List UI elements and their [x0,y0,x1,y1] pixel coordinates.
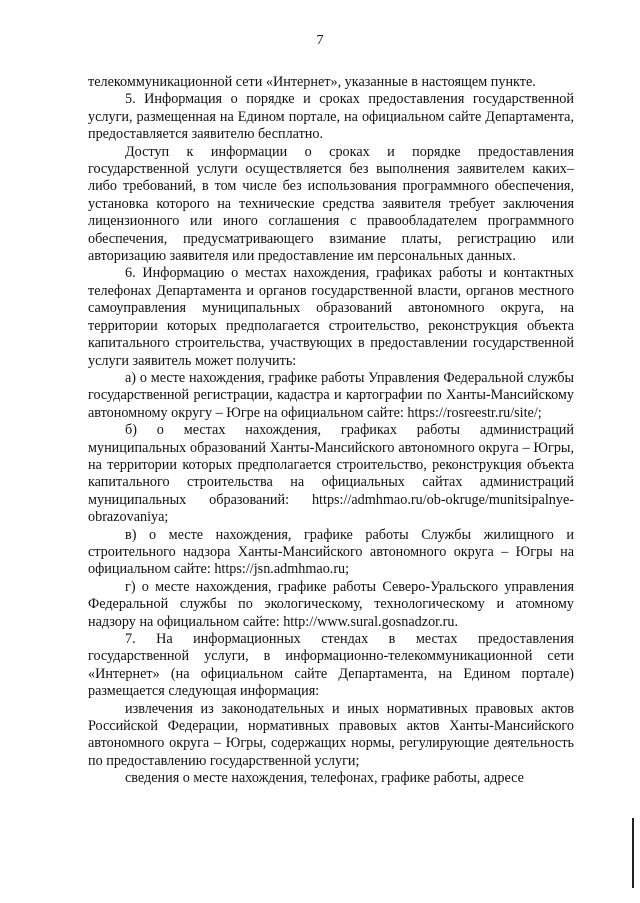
paragraph-item-7: 7. На информационных стендах в местах предоставления государственной услуги, в информационно-телекоммуникационной сети «Интернет» (на официальном сайте Департамента, на Едином портале) размещается следующая информация: [88,631,574,700]
scan-edge-mark [632,818,634,888]
paragraph-item-5: 5. Информация о порядке и сроках предоставления государственной услуги, размещенная на Едином портале, на официальном сайте Департамента, предоставляется заявителю бесплатно. [88,91,574,143]
document-body [88,74,574,788]
paragraph-continuation: телекоммуникационной сети «Интернет», указанные в настоящем пункте. [88,74,536,90]
paragraph-item-6v: в) о месте нахождения, графике работы Службы жилищного и строительного надзора Ханты-Мансийского автономного округа – Югры на официальном сайте: https://jsn.admhmao.ru; [88,526,574,578]
paragraph-item-6b: б) о местах нахождения, графиках работы администраций муниципальных образований Ханты-Мансийского автономного округа – Югры, на территории которых предполагается строительство, реконструкция объекта капитального строительства на официальных сайтах администраций муниципальных образований: https://admhmao.ru/ob-okruge/munitsipalnye-obrazovaniya; [88,422,574,526]
page-number: 7 [316,33,324,48]
paragraph-access: Доступ к информации о сроках и порядке предоставления государственной услуги осуществляется без выполнения заявителем каких–либо требований, в том числе без использования программного обеспечения, установка которого на технические средства заявителя требует заключения лицензионного или иного соглашения с правообладателем программного обеспечения, предусматривающего взимание платы, регистрацию или авторизацию заявителя или предоставление им персональных данных. [88,143,574,265]
paragraph-item-6a: а) о месте нахождения, графике работы Управления Федеральной службы государственной регистрации, кадастра и картографии по Ханты-Мансийскому автономному округу – Югре на официальном сайте: https://rosreestr.ru/site/; [88,369,574,421]
paragraph-item-6: 6. Информацию о местах нахождения, графиках работы и контактных телефонах Департамента и органов государственной власти, органов местного самоуправления муниципальных образований автономного округа, на территории которых предполагается строительство, реконструкция объекта капитального строительства, участвующих в предоставлении государственной услуги заявитель может получить: [88,265,574,369]
paragraph-extracts: извлечения из законодательных и иных нормативных правовых актов Российской Федерации, нормативных правовых актов Ханты-Мансийского автономного округа – Югры, содержащих нормы, регулирующие деятельность по предоставлению государственной услуги; [88,700,574,769]
paragraph-info-location: сведения о месте нахождения, телефонах, графике работы, адресе [125,770,524,787]
paragraph-item-6g: г) о месте нахождения, графике работы Северо-Уральского управления Федеральной службы по экологическому, технологическому и атомному надзору на официальном сайте: http://www.sural.gosnadzor.ru. [88,578,574,630]
